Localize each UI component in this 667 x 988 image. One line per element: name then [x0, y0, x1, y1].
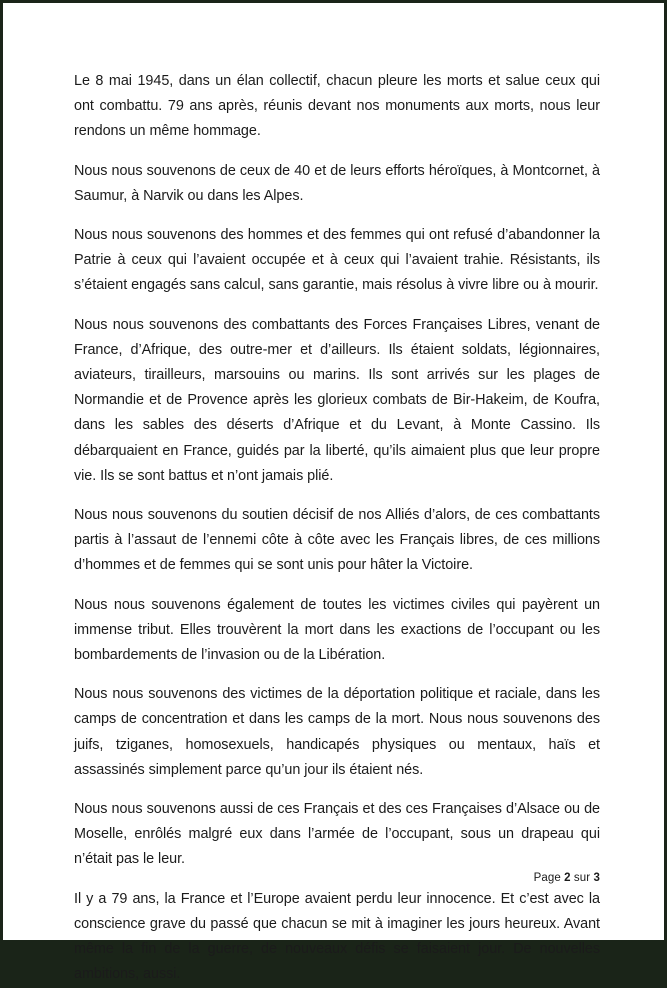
- paragraph: Le 8 mai 1945, dans un élan collectif, chacun pleure les morts et salue ceux qui ont combattu. 79 ans après, réunis devant nos monuments aux morts, nous leur rendons un même hommage.: [74, 73, 600, 140]
- page-footer: [74, 872, 600, 884]
- paragraph: Nous nous souvenons également de toutes les victimes civiles qui payèrent un immense tribut. Elles trouvèrent la mort dans les exactions de l’occupant ou les bombardements de l’invasion ou de la Libération.: [74, 596, 600, 664]
- paragraph: Il y a 79 ans, la France et l’Europe avaient perdu leur innocence. Et c’est avec la conscience grave du passé que chacun se mit à imaginer les jours heureux. Avant même la fin de la guerre, de nouveaux défis se faisaient jour. De nouvelles ambitions, aussi.: [74, 890, 600, 983]
- paragraph: Nous nous souvenons des hommes et des femmes qui ont refusé d’abandonner la Patrie à ceux qui l’avaient occupée et à ceux qui l’avaient trahie. Résistants, ils s’étaient engagés sans calcul, sans garantie, mais résolus à vivre libre ou à mourir.: [74, 227, 600, 294]
- footer-total-pages: 3: [593, 872, 600, 884]
- paragraph: Nous nous souvenons de ceux de 40 et de leurs efforts héroïques, à Montcornet, à Saumur, à Narvik ou dans les Alpes.: [74, 162, 600, 204]
- paragraph: Nous nous souvenons aussi de ces Français et des ces Françaises d’Alsace ou de Moselle, enrôlés malgré eux dans l’armée de l’occupant, sous un drapeau qui n’était pas le leur.: [74, 801, 600, 868]
- paragraph: Nous nous souvenons des combattants des Forces Françaises Libres, venant de France, d’Afrique, des outre-mer et d’ailleurs. Ils étaient soldats, légionnaires, aviateurs, tirailleurs, marsouins ou marins. Ils sont arrivés sur les plages de Normandie et de Provence après les glorieux combats de Bir-Hakeim, de Koufra, dans les sables des déserts d’Afrique et du Levant, à Monte Cassino. Ils débarquaient en France, guidés par la liberté, qu’ils aimaient plus que leur propre vie. Ils se sont battus et n’ont jamais plié.: [74, 316, 600, 484]
- document-body: [74, 69, 600, 988]
- paragraph: Nous nous souvenons du soutien décisif de nos Alliés d’alors, de ces combattants partis à l’assaut de l’ennemi côte à côte avec les Français libres, de ces millions d’hommes et de femmes qui se sont unis pour hâter la Victoire.: [74, 507, 600, 574]
- footer-separator: sur: [573, 872, 591, 884]
- document-page: [3, 3, 664, 983]
- paragraph: Nous nous souvenons des victimes de la déportation politique et raciale, dans les camps de concentration et dans les camps de la mort. Nous nous souvenons des juifs, tziganes, homosexuels, handicapés physiques ou mentaux, haïs et assassinés simplement parce qu’un jour ils étaient nés.: [74, 686, 600, 778]
- footer-prefix: Page: [533, 872, 561, 884]
- footer-current-page: 2: [564, 872, 571, 884]
